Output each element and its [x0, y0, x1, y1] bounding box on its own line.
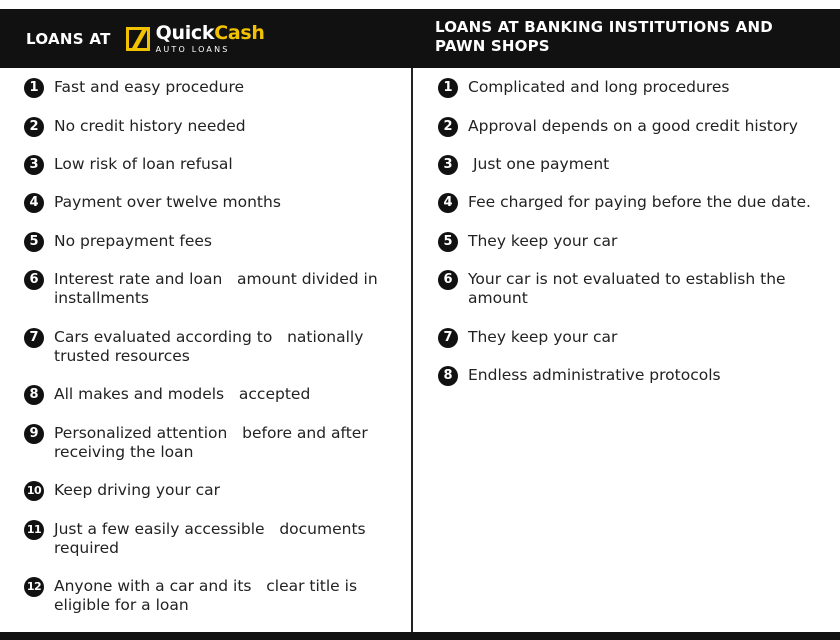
- list-item: [24, 424, 404, 462]
- comparison-header: [0, 9, 840, 68]
- number-badge: 8: [438, 366, 458, 386]
- list-item: [24, 193, 404, 213]
- list-item-text: Just one payment: [468, 155, 610, 173]
- list-item-text: Fast and easy procedure: [54, 78, 245, 96]
- number-badge: 4: [438, 193, 458, 213]
- list-item-text: All makes and models accepted: [54, 385, 311, 403]
- column-divider: [411, 68, 413, 632]
- number-badge: 12: [24, 577, 44, 597]
- list-item: [24, 232, 404, 252]
- list-item-text: They keep your car: [468, 328, 618, 346]
- number-badge: 1: [24, 78, 44, 98]
- number-badge: 8: [24, 385, 44, 405]
- list-item: [438, 78, 833, 98]
- number-badge: 6: [438, 270, 458, 290]
- list-item: [24, 577, 404, 615]
- list-item-text: Your car is not evaluated to establish the amount: [468, 270, 791, 307]
- quickcash-logo: [125, 21, 265, 54]
- logo-subtitle: AUTO LOANS: [155, 44, 230, 54]
- number-badge: 2: [24, 117, 44, 137]
- list-item: [438, 193, 833, 213]
- list-item-text: Complicated and long procedures: [468, 78, 730, 96]
- list-item-text: Approval depends on a good credit history: [468, 117, 798, 135]
- number-badge: 10: [24, 481, 44, 501]
- list-item-text: They keep your car: [468, 232, 618, 250]
- list-item: [438, 117, 833, 137]
- list-item-text: No credit history needed: [54, 117, 246, 135]
- list-item-text: Just a few easily accessible documents required: [54, 520, 371, 557]
- list-item: [24, 520, 404, 558]
- list-item-text: Fee charged for paying before the due date.: [468, 193, 811, 211]
- logo-name: QuickCash: [155, 21, 265, 44]
- list-item: [24, 270, 404, 308]
- list-item: [24, 385, 404, 405]
- list-item-text: Anyone with a car and its clear title is eligible for a loan: [54, 577, 362, 614]
- number-badge: 5: [24, 232, 44, 252]
- number-badge: 5: [438, 232, 458, 252]
- list-item: [24, 481, 404, 501]
- list-item-text: Low risk of loan refusal: [54, 155, 233, 173]
- list-item-text: Endless administrative protocols: [468, 366, 721, 384]
- number-badge: 6: [24, 270, 44, 290]
- header-left: [0, 9, 412, 68]
- list-item: [24, 117, 404, 137]
- list-item: [438, 366, 833, 386]
- header-left-title: LOANS AT: [26, 29, 111, 48]
- list-item: [24, 155, 404, 175]
- top-margin: [0, 0, 840, 9]
- list-item-text: Personalized attention before and after receiving the loan: [54, 424, 373, 461]
- list-item: [24, 328, 404, 366]
- list-item-text: Cars evaluated according to nationally trusted resources: [54, 328, 369, 365]
- logo-mark-icon: [125, 26, 151, 52]
- list-item-text: Keep driving your car: [54, 481, 220, 499]
- number-badge: 3: [438, 155, 458, 175]
- list-item-text: No prepayment fees: [54, 232, 212, 250]
- number-badge: 2: [438, 117, 458, 137]
- number-badge: 7: [438, 328, 458, 348]
- number-badge: 7: [24, 328, 44, 348]
- logo-text: [155, 21, 265, 54]
- list-item: [438, 328, 833, 348]
- number-badge: 1: [438, 78, 458, 98]
- list-item-text: Payment over twelve months: [54, 193, 281, 211]
- number-badge: 4: [24, 193, 44, 213]
- list-item: [438, 155, 833, 175]
- list-item: [438, 232, 833, 252]
- list-item-text: Interest rate and loan amount divided in installments: [54, 270, 383, 307]
- bottom-border: [0, 632, 840, 640]
- number-badge: 9: [24, 424, 44, 444]
- number-badge: 3: [24, 155, 44, 175]
- list-item: [438, 270, 833, 308]
- header-right-title: LOANS AT BANKING INSTITUTIONS AND PAWN SHOPS: [435, 18, 773, 55]
- number-badge: 11: [24, 520, 44, 540]
- list-item: [24, 78, 404, 98]
